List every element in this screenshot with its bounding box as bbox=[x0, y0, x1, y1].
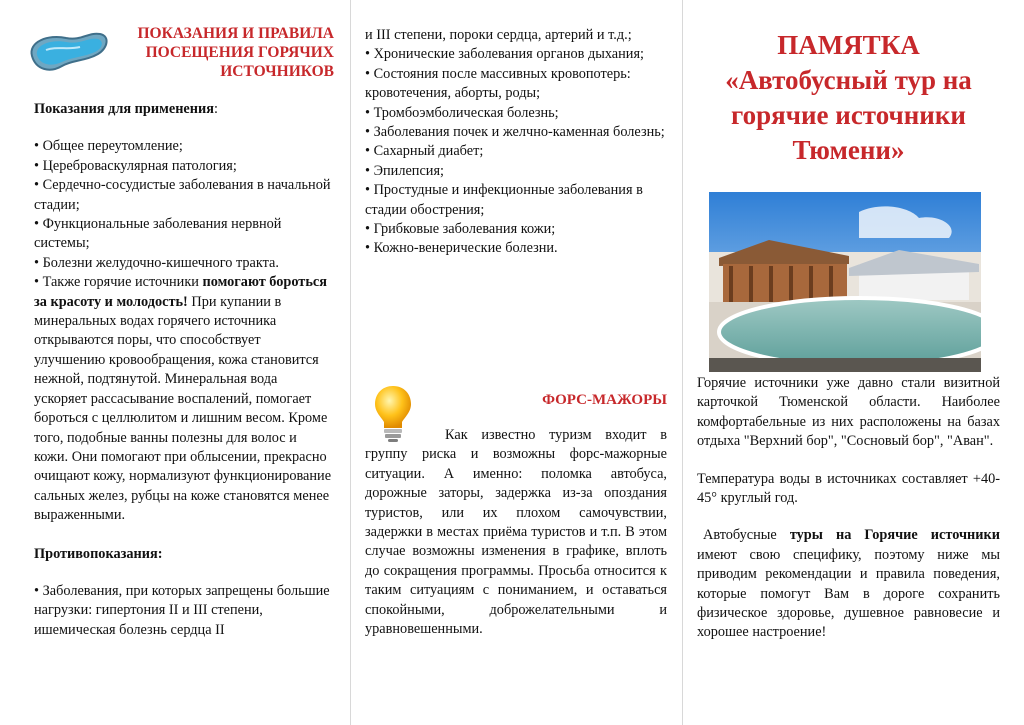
intro-paragraph: Горячие источники уже давно стали визитной карточкой Тюменской области. Наиболее комфортабельные из них расположены на базах отдыха "Верхний бор", "Сосновый бор", "Аван". bbox=[697, 375, 1000, 450]
column-cover bbox=[697, 0, 1000, 725]
section-title: ПОКАЗАНИЯ И ПРАВИЛА ПОСЕЩЕНИЯ ГОРЯЧИХ ИСТОЧНИКОВ bbox=[137, 25, 334, 80]
column-divider bbox=[350, 0, 351, 725]
list-item: • Сахарный диабет; bbox=[365, 143, 484, 160]
list-item: • Грибковые заболевания кожи; bbox=[365, 221, 556, 238]
list-item: • Простудные и инфекционные заболевания в стадии обострения; bbox=[365, 182, 643, 218]
list-item: • Заболевания почек и желчно-каменная болезнь; bbox=[365, 124, 665, 141]
indications-heading: Показания для применения: bbox=[34, 101, 218, 117]
list-item: • Заболевания, при которых запрещены большие нагрузки: гипертония II и III степени, ишемическая болезнь сердца II bbox=[34, 582, 330, 638]
force-majeure-text: Как известно туризм входит в группу риска и возможны форс-мажорные ситуации. А именно: поломка автобуса, дорожные заторы, задержка из-за опоздания туристов, или их плохом самочувствии, задержки в местах приёма туристов и т.п. В этом случае возможны изменения в графике, вплоть до сокращения программы. Просьба относится к таким ситуациям с пониманием, и оставаться спокойными, доброжелательными и уравновешенными. bbox=[365, 427, 667, 638]
column-indications bbox=[34, 0, 334, 725]
list-item: • Общее переутомление; bbox=[34, 138, 183, 155]
list-item: и III степени, пороки сердца, артерий и т.д.; bbox=[365, 27, 632, 43]
list-item: • Функциональные заболевания нервной системы; bbox=[34, 216, 282, 252]
list-item: • Болезни желудочно-кишечного тракта. bbox=[34, 254, 279, 271]
contraindications-heading: Противопоказания: bbox=[34, 545, 163, 562]
page-title: ПАМЯТКА «Автобусный тур на горячие источники Тюмени» bbox=[725, 30, 972, 165]
list-item: • Сердечно-сосудистые заболевания в начальной стадии; bbox=[34, 177, 331, 213]
tour-paragraph: Автобусные туры на Горячие источники имеют свою специфику, поэтому ниже мы приводим рекомендации и правила поведения, которые помогут Вам в дороге сохранить физическое здоровье, душевное равновесие и хорошее настроение! bbox=[697, 527, 1000, 641]
temperature-paragraph: Температура воды в источниках составляет +40-45° круглый год. bbox=[697, 470, 1000, 507]
column-contraindications bbox=[365, 0, 669, 725]
indications-list bbox=[34, 137, 334, 525]
force-majeure-title: ФОРС-МАЖОРЫ bbox=[542, 392, 667, 408]
column-divider bbox=[682, 0, 683, 725]
list-item: • Цереброваскулярная патология; bbox=[34, 157, 237, 174]
list-item: • Также горячие источники помогают бороться за красоту и молодость! При купании в минеральных водах горячего источника открываются поры, что способствует улучшению кровообращения, кожа становится нежной, подтянутой. Минеральная вода ускоряет рассасывание воспалений, помогает бороться с целлюлитом и лишним весом. Кроме того, подобные ванны полезны для волос и кожи. Они помогают при облысении, прекрасно очищают кожу, нормализуют функционирование сальных желез, рубцы на коже становятся менее выраженными. bbox=[34, 274, 332, 524]
list-item: • Тромбоэмболическая болезнь; bbox=[365, 104, 559, 121]
list-item: • Кожно-венерические болезни. bbox=[365, 240, 558, 257]
list-item: • Хронические заболевания органов дыхания; bbox=[365, 46, 644, 63]
list-item: • Состояния после массивных кровопотерь: кровотечения, аборты, роды; bbox=[365, 65, 631, 102]
contraindications-list bbox=[365, 26, 665, 259]
intro-text bbox=[697, 374, 1000, 643]
pool-icon bbox=[26, 26, 110, 74]
list-item: • Эпилепсия; bbox=[365, 162, 444, 179]
hot-springs-photo bbox=[709, 192, 981, 372]
